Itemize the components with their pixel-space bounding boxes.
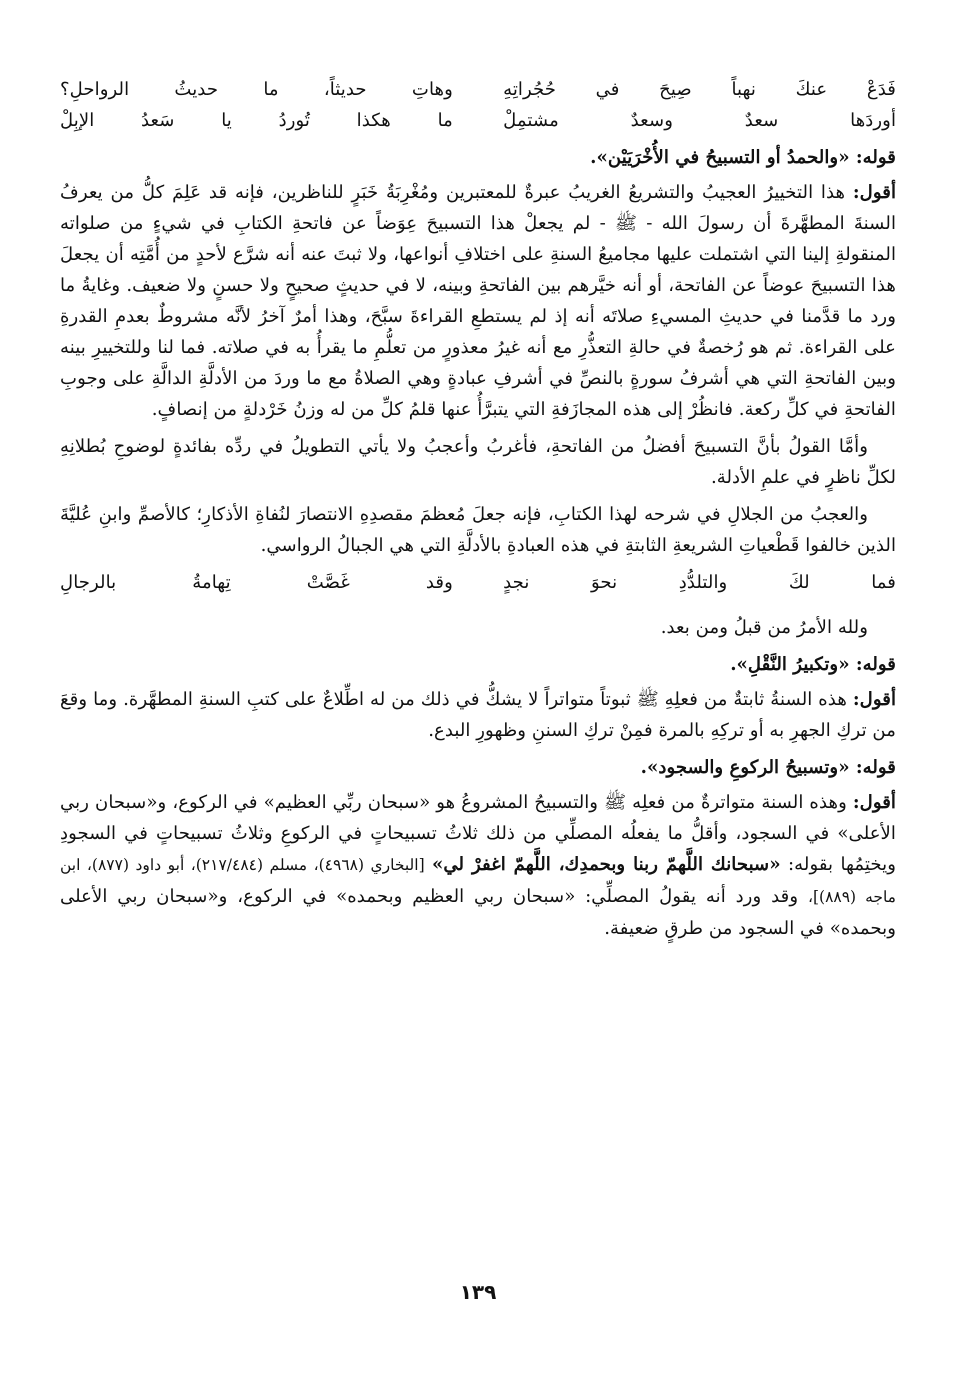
paragraph-lead: أقول: [852, 689, 896, 710]
quote-heading: قوله: «وتكبيرُ النَّقْلِ». [730, 654, 896, 675]
verse-hemistich-first: أوردَها سعدٌ وسعدٌ مشتمِلْ [503, 110, 896, 131]
page-body [60, 74, 896, 944]
paragraph-lead: أقول: [852, 182, 896, 203]
hadith-reference: [البخاري (٤٩٦٨)، مسلم (٢١٧/٤٨٤)، أبو داود (٨٧٧)، ابن ماجه (٨٨٩)]، [60, 856, 896, 906]
page-number: ١٣٩ [459, 1280, 497, 1304]
paragraph [60, 787, 896, 944]
quote-heading: قوله: «وتسبيحُ الركوعِ والسجود». [640, 757, 896, 778]
verse-hemistich-second: وقد غَصَّتْ تِهامةُ بالرجالِ [60, 572, 453, 593]
paragraph-text: وهذه السنة متواترةٌ من فعلِه ﷺ والتسبيحُ المشروعُ هو «سبحان ربِّي العظيم» في الركوع، و«سبحان ربي الأعلى» في السجود، وأقلُّ ما يفعلُه المصلِّي من ذلك ثلاثُ تسبيحاتٍ في الركوعِ وثلاثُ تسبيحاتٍ في السجودِ ويختِمُها بقوله: [60, 792, 896, 875]
quote-heading: قوله: «والحمدُ أو التسبيحُ في الأُخْرَيَيْن». [590, 147, 896, 168]
verse-hemistich-first: فَدَعْ عنكَ نهباً صِيحَ في حُجُراتِهِ [503, 79, 896, 100]
verse-hemistich-second: ما هكذا تُوردُ يا سَعدُ الإبِلْ [60, 110, 453, 131]
poetry-verse [60, 74, 896, 105]
paragraph-text: هذه السنةُ ثابتةٌ من فعلِهِ ﷺ ثبوتاً متواتراً لا يشكُّ في ذلك من له اطِّلاعٌ على كتبِ السنةِ المطهَّرة. وما وقعَ من تركِ الجهرِ به أو تركِهِ بالمرة فمِنْ تركِ السننِ وظهورِ البدع. [60, 689, 896, 741]
paragraph: ولله الأمرُ من قبلُ ومن بعد. [660, 617, 868, 638]
verse-hemistich-first: فما لكَ والتلدُّدِ نحوَ نجدٍ [503, 572, 896, 593]
poetry-verse [60, 105, 896, 136]
paragraph-text: هذا التخييرُ العجيبُ والتشريعُ الغريبُ عبرةٌ للمعتبرين ومُغْرِبَةُ خَبَرٍ للناظرين، فإنه قد عَلِمَ كلُّ من يعرفُ السنةَ المطهَّرةَ أن رسولَ الله - ﷺ - لم يجعلْ هذا التسبيحَ عِوَضاً عن فاتحةِ الكتابِ في شيءٍ من صلواته المنقولةِ إلينا التي اشتملت عليها مجاميعُ السنةِ على اختلافِ أنواعها، ولا ثبتَ عنه أنه شرَّع لأحدٍ من أُمَّتِه أن يجعلَ هذا التسبيحَ عوضاً عن الفاتحة، أو أنه خيَّرهم بين الفاتحةِ وبينه، لا في حديثٍ صحيحٍ ولا حسنٍ ولا ضعيف. وغايةُ ما ورد ما قدَّمنا في حديثِ المسيءِ صلاتَه أنه إذ لم يستطعِ القراءةَ سبَّحَ، وهذا أمرٌ آخرُ لأنَّه مشروطٌ بعدمِ القدرةِ على القراءة. ثم هو رُخصةٌ في حالةِ التعذُّرِ مع أنه غيرُ معذورٍ من تعلُّمِ ما يقرأُ به في صلاته. فما لنا وللتخييرِ بينه وبين الفاتحةِ التي هي أشرفُ سورةٍ بالنصِّ في أشرفِ عبادةٍ وهي الصلاةُ مع ما وردَ من الأدلَّةِ الدالَّةِ على وجوبِ الفاتحةِ في كلِّ ركعة. فانظُرْ إلى هذه المجازَفةِ التي يتبرَّأُ عنها قلمُ كلِّ من له وزنُ خَرْدلةٍ من إنصافٍ. [60, 182, 896, 420]
paragraph [60, 177, 896, 425]
paragraph: والعجبُ من الجلالِ في شرحه لهذا الكتابِ، فإنه جعلَ مُعظمَ مقصدِهِ الانتصارَ لنُفاةِ الأذكارِ؛ كالأصمِّ وابنِ عُليَّةَ الذين خالفوا قَطْعياتِ الشريعةِ الثابتةِ في هذه العبادةِ بالأدلَّةِ التي هي الجبالُ الرواسي. [60, 504, 896, 556]
verse-hemistich-second: وهاتِ حديثاً، ما حديثُ الرواحلِ؟ [60, 79, 453, 100]
paragraph-lead: أقول: [852, 792, 896, 813]
paragraph: وأمَّا القولُ بأنَّ التسبيحَ أفضلُ من الفاتحةِ، فأغربُ وأعجبُ ولا يأتي التطويلُ في ردِّه بفائدةٍ لوضوحِ بُطلانِهِ لكلِّ ناظرٍ في علمِ الأدلة. [60, 436, 896, 488]
supplication-text: «سبحانك اللَّهمّ ربنا وبحمدِك، اللَّهمّ اغفرْ لي» [432, 854, 781, 875]
poetry-verse [60, 567, 896, 598]
paragraph-text: وقد ورد أنه يقولُ المصلِّي: «سبحان ربي العظيم وبحمده» في الركوع، و«سبحان ربي الأعلى وبحمده» في السجود من طرقٍ ضعيفة. [60, 886, 896, 939]
paragraph [60, 684, 896, 746]
